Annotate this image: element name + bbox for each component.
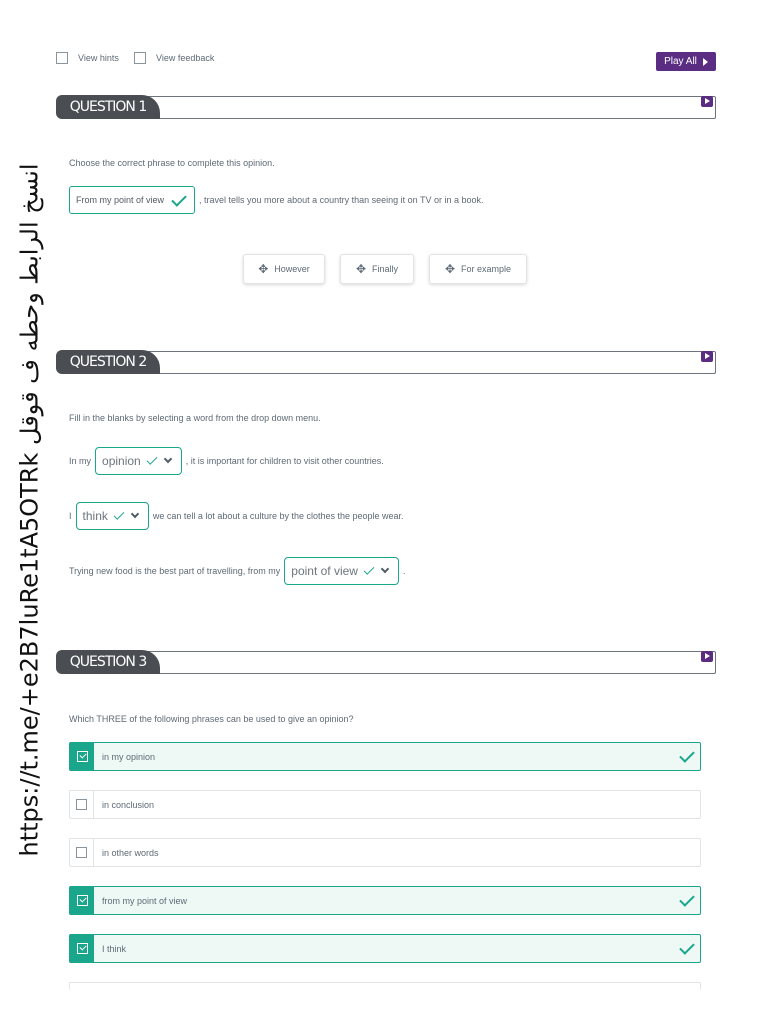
header-rule xyxy=(146,651,716,674)
question-1-instruction: Choose the correct phrase to complete this opinion. xyxy=(69,158,275,168)
drag-option-however[interactable] xyxy=(243,254,325,284)
header-rule xyxy=(146,351,716,374)
chevron-down-icon xyxy=(131,510,139,518)
header-rule xyxy=(146,96,716,119)
question-3-header xyxy=(56,650,716,676)
dropdown-opinion[interactable] xyxy=(95,447,182,475)
view-hints-label: View hints xyxy=(78,53,119,63)
checkbox[interactable] xyxy=(70,839,94,866)
checkbox[interactable] xyxy=(70,791,94,818)
audio-play-icon[interactable] xyxy=(701,96,713,107)
view-hints-checkbox[interactable] xyxy=(56,52,119,64)
audio-play-icon[interactable] xyxy=(701,651,713,662)
view-feedback-label: View feedback xyxy=(156,53,215,63)
correct-check-icon xyxy=(679,747,695,763)
drop-zone-answer[interactable] xyxy=(69,186,195,214)
play-all-button[interactable] xyxy=(656,52,716,71)
option-row[interactable] xyxy=(69,838,701,867)
option-label: from my point of view xyxy=(102,895,188,906)
checkbox[interactable] xyxy=(70,935,94,962)
sentence-text: Trying new food is the best part of travelling, from my xyxy=(69,566,281,576)
sentence-text: , it is important for children to visit other countries. xyxy=(185,456,384,466)
checked-icon xyxy=(77,751,88,762)
move-icon: ✥ xyxy=(444,262,456,276)
watermark-text: https://t.me/+e2B7luRe1tA5OTRk انسخ الرابط وحطه ف قوقل xyxy=(16,163,45,857)
option-label: For example xyxy=(461,264,512,274)
chevron-down-icon xyxy=(381,565,389,573)
question-2-instruction: Fill in the blanks by selecting a word from the drop down menu. xyxy=(69,413,321,423)
checked-icon xyxy=(77,943,88,954)
answer-text: From my point of view xyxy=(76,195,165,205)
watermark xyxy=(10,163,50,857)
question-1-sentence xyxy=(69,186,484,214)
option-row[interactable] xyxy=(69,742,701,771)
checkbox[interactable] xyxy=(70,887,94,914)
chevron-down-icon xyxy=(163,455,171,463)
checkbox-icon xyxy=(56,52,68,64)
correct-check-icon xyxy=(171,191,187,207)
checkbox[interactable] xyxy=(70,743,94,770)
move-icon: ✥ xyxy=(258,262,269,276)
checked-icon xyxy=(77,895,88,906)
question-1-title: QUESTION 1 xyxy=(56,95,160,119)
question-2-sentence-2 xyxy=(69,502,404,530)
dropdown-value: point of view xyxy=(291,564,358,578)
top-toolbar xyxy=(56,52,716,72)
dropdown-value: opinion xyxy=(102,454,141,468)
correct-check-icon xyxy=(679,891,695,907)
play-all-label: Play All xyxy=(664,56,697,67)
question-2-header xyxy=(56,350,716,376)
dropdown-point-of-view[interactable] xyxy=(284,557,399,585)
drag-option-for-example[interactable] xyxy=(429,254,527,284)
dropdown-value: think xyxy=(82,509,108,523)
dropdown-think[interactable] xyxy=(76,502,149,530)
correct-check-icon xyxy=(114,509,125,520)
option-label: Finally xyxy=(372,264,399,274)
question-3-title: QUESTION 3 xyxy=(56,650,160,674)
option-label: in my opinion xyxy=(102,751,156,762)
correct-check-icon xyxy=(146,454,157,465)
unchecked-icon xyxy=(76,847,87,858)
option-row[interactable] xyxy=(69,790,701,819)
correct-check-icon xyxy=(364,564,375,575)
sentence-text: . xyxy=(402,566,406,576)
question-1-header xyxy=(56,95,716,121)
option-row-partial[interactable] xyxy=(69,982,701,990)
sentence-text: I xyxy=(69,511,72,521)
option-label: in conclusion xyxy=(102,799,155,810)
drag-option-finally[interactable] xyxy=(340,254,414,284)
view-feedback-checkbox[interactable] xyxy=(134,52,214,64)
option-row[interactable] xyxy=(69,886,701,915)
question-2-sentence-3 xyxy=(69,557,405,585)
correct-check-icon xyxy=(679,939,695,955)
sentence-text: In my xyxy=(69,456,92,466)
sentence-text: we can tell a lot about a culture by the clothes the people wear. xyxy=(152,511,404,521)
question-2-sentence-1 xyxy=(69,447,384,475)
question-2-title: QUESTION 2 xyxy=(56,350,160,374)
unchecked-icon xyxy=(76,799,87,810)
move-icon: ✥ xyxy=(355,262,367,276)
option-row[interactable] xyxy=(69,934,701,963)
option-label: However xyxy=(274,264,310,274)
play-icon xyxy=(703,58,708,66)
option-label: in other words xyxy=(102,847,159,858)
audio-play-icon[interactable] xyxy=(701,351,713,362)
sentence-text: , travel tells you more about a country than seeing it on TV or in a book. xyxy=(199,195,484,205)
option-label: I think xyxy=(102,943,127,954)
checkbox-icon xyxy=(134,52,146,64)
question-3-instruction: Which THREE of the following phrases can be used to give an opinion? xyxy=(69,714,354,724)
